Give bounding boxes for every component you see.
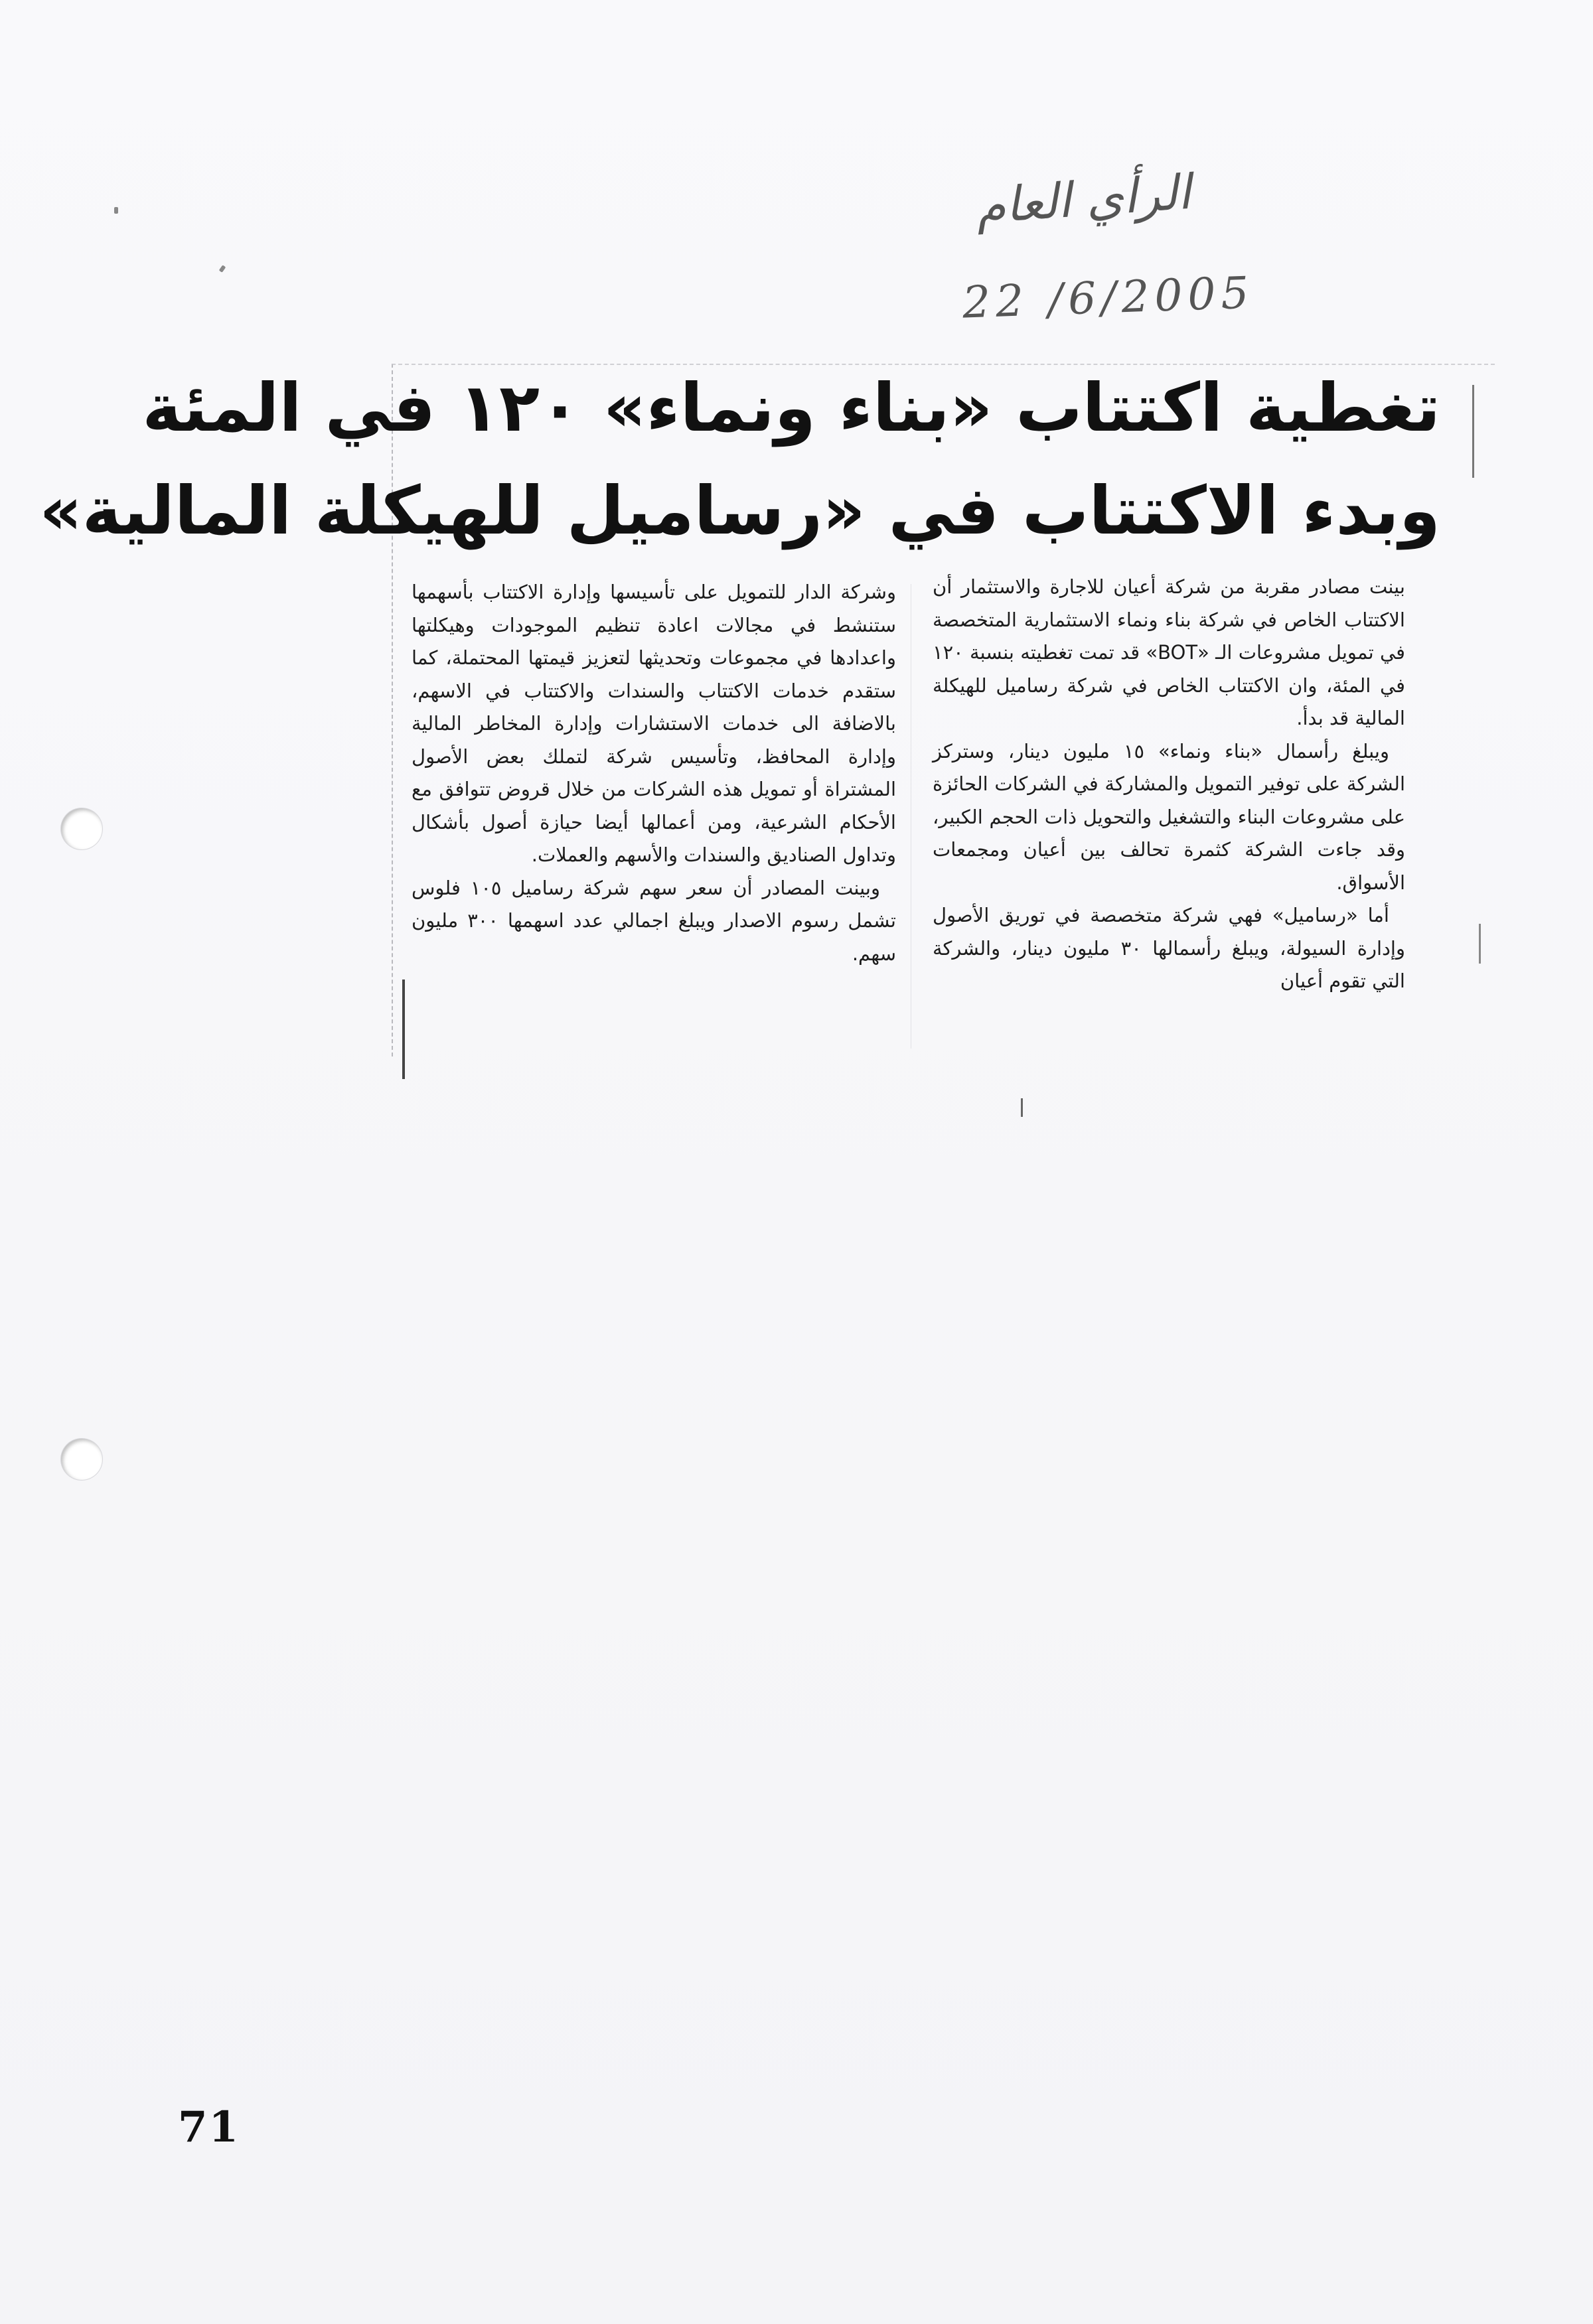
handwritten-date-note: 22 /6/2005 <box>961 267 1255 328</box>
article-headline-line2: وبدء الاكتتاب في «رساميل للهيكلة المالية» <box>39 472 1440 549</box>
article-paragraph: ويبلغ رأسمال «بناء ونماء» ١٥ مليون دينار، وستركز الشركة على توفير التمويل والمشاركة في الشركات الحائزة على مشروعات البناء والتشغيل والتحويل ذات الحجم الكبير، وقد جاءت الشركة كثمرة تحالف بين أعيان ومجمعات الأسواق. <box>933 739 1405 894</box>
margin-pen-mark <box>1472 385 1474 478</box>
margin-pen-mark <box>402 980 405 1079</box>
handwritten-source-note: الرأي العام <box>974 163 1193 235</box>
punch-hole-lower <box>61 1439 102 1480</box>
page-number: 71 <box>178 2102 240 2152</box>
margin-pen-mark <box>1479 924 1481 964</box>
punch-hole-upper <box>61 808 102 849</box>
article-paragraph: وشركة الدار للتمويل على تأسيسها وإدارة الاكتتاب بأسهمها ستنشط في مجالات اعادة تنظيم الموجودات وهيكلتها واعدادها في مجموعات وتحديثها لتعزيز قيمتها المحتملة، كما ستقدم خدمات الاكتتاب والسندات والاكتتاب في الاسهم، بالاضافة الى خدمات الاستشارات وإدارة المخاطر المالية وإدارة المحافظ، وتأسيس شركة لتملك بعض الأصول المشتراة أو تمويل هذه الشركات من خلال قروض تتوافق مع الأحكام الشرعية، ومن أعمالها أيضا حيازة أصول بأشكال وتداول الصناديق والسندات والأسهم والعملات. <box>412 581 896 866</box>
article-column-left <box>412 576 896 970</box>
article-headline-line1: تغطية اكتتاب «بناء ونماء» ١٢٠ في المئة <box>142 369 1440 447</box>
article-paragraph: وبينت المصادر أن سعر سهم شركة رساميل ١٠٥ فلوس تشمل رسوم الاصدار ويبلغ اجمالي عدد اسهمها ٣٠٠ مليون سهم. <box>412 876 897 965</box>
article-paragraph: أما «رساميل» فهي شركة متخصصة في توريق الأصول وإدارة السيولة، ويبلغ رأسمالها ٣٠ مليون دينار، والشركة التي تقوم أعيان <box>933 904 1405 992</box>
article-paragraph: بينت مصادر مقربة من شركة أعيان للاجارة والاستثمار أن الاكتتاب الخاص في شركة بناء ونماء الاستثمارية المتخصصة في تمويل مشروعات الـ «BOT» قد تمت تغطيته بنسبة ١٢٠ في المئة، وان الاكتتاب الخاص في شركة رساميل للهيكلة المالية قد بدأ. <box>933 575 1406 729</box>
speck-mark <box>219 265 226 273</box>
speck-mark <box>114 207 118 214</box>
article-column-right <box>933 571 1405 998</box>
margin-pen-mark <box>1021 1098 1023 1117</box>
